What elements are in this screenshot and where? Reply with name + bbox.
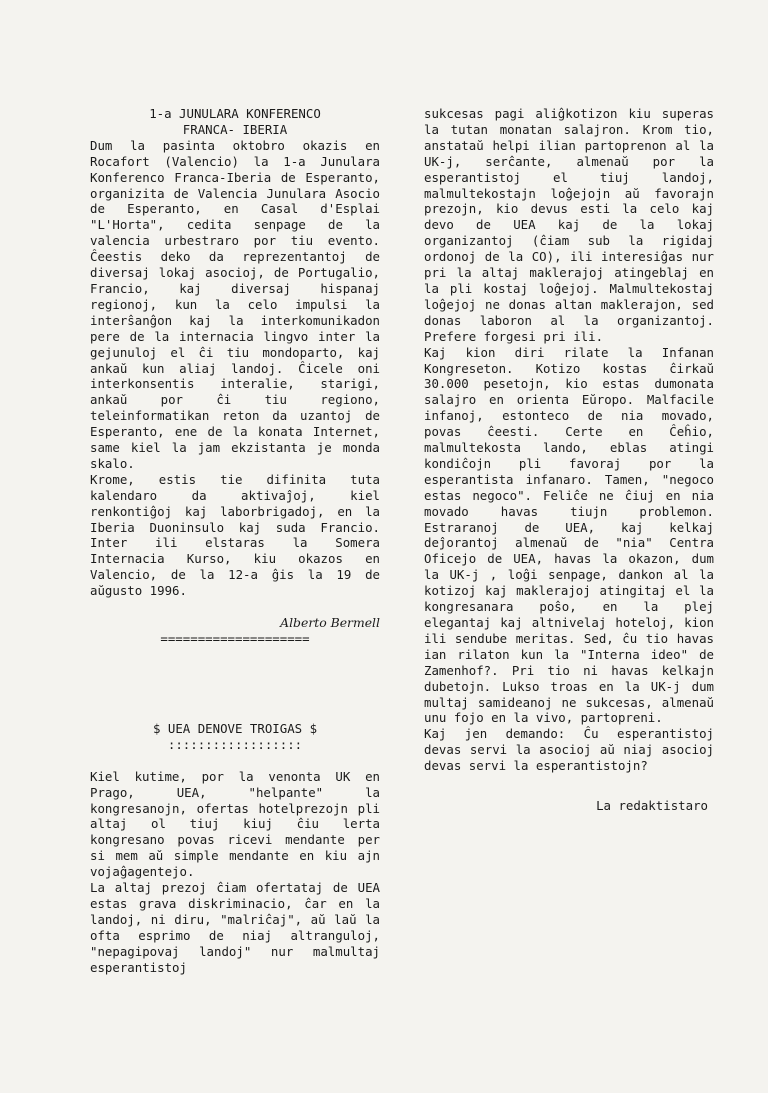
article-paragraph: Kiel kutime, por la venonta UK en Prago, UEA, "helpante" la kongresanojn, ofertas hotelprezojn pli altaj ol tiuj kiuj ĉiu lerta kongresano povas ricevi mendante per si mem aŭ simple mendante en kiu ajn vojaĝagentejo. bbox=[90, 768, 380, 880]
article-paragraph: Kaj jen demando: Ĉu esperantistoj devas servi la asocioj aŭ niaj asocioj devas servi la esperantistojn? bbox=[424, 726, 714, 774]
editorial-signature: La redaktistaro bbox=[596, 798, 708, 814]
article-title-line-2: FRANCA- IBERIA bbox=[182, 121, 288, 137]
right-column bbox=[424, 106, 714, 814]
article-2-title-underline: :::::::::::::::::: bbox=[167, 736, 303, 752]
left-column bbox=[90, 106, 380, 976]
article-paragraph: La altaj prezoj ĉiam ofertataj de UEA estas grava diskriminacio, ĉar en la landoj, ni diru, "malriĉaj", aŭ laŭ la ofta esprimo de niaj altranguloj, "nepagipovaj landoj" nur malmultaj esperantistoj bbox=[90, 880, 380, 975]
article-title-line-1: 1-a JUNULARA KONFERENCO bbox=[149, 106, 321, 121]
article-paragraph: Dum la pasinta oktobro okazis en Rocafort (Valencio) la 1-a Junulara Konferenco Franca-Iberia de Esperanto, organizita de Valencia Junulara Asocio de Esperanto, en Casal d'Esplai "L'Horta", cedita senpage de la valencia urbestraro por tiu evento. Ĉeestis deko da reprezentantoj de diversaj lokaj asocioj, de Portugalio, Francio, kaj diversaj hispanaj regionoj, kun la celo impulsi la interŝanĝon kaj la interkomunikadon pere de la internacia lingvo inter la gejunuloj el ĉi tiu mondoparto, kaj ankaŭ kun aliaj landoj. Ĉicele oni interkonsentis interalie, starigi, ankaŭ por ĉi tiu regiono, teleinformatikan reton da uzantoj de Esperanto, ene de la konata Internet, same kiel la jam ekzistanta je monda skalo. bbox=[90, 137, 380, 471]
article-paragraph: Kaj kion diri rilate la Infanan Kongreseton. Kotizo kostas ĉirkaŭ 30.000 pesetojn, kio estas dumonata salajro en orienta Eŭropo. Malfacile infanoj, estonteco de nia movado, povas ĉeesti. Certe en Ĉeĥio, malmultekosta lando, eblas atingi kondiĉojn pli favoraj por la esperantista infanaro. Tamen, "negoco estas negoco". Feliĉe ne ĉiuj en nia movado havas tiujn problemon. Estraranoj de UEA, kaj kelkaj deĵorantoj almenaŭ de "nia" Centra Oficejo de UEA, havas la okazon, dum la UK-j , loĝi senpage, dankon al la kotizoj kaj maklerajoj atingitaj el la kongresanara poŝo, en la plej elegantaj kaj altnivelaj hoteloj, kion ili sendube meritas. Sed, ĉu tio havas ian rilaton kun la "Interna ideo" de Zamenhof?. Pri tio ni havas kelkajn dubetojn. Lukso troas en la UK-j dum multaj samideanoj ne sukcesas, almenaŭ unu fojo en la vivo, partopreni. bbox=[424, 344, 714, 726]
separator-rule: ==================== bbox=[160, 631, 310, 646]
article-signature: Alberto Bermell bbox=[280, 615, 380, 631]
article-paragraph: sukcesas pagi aliĝkotizon kiu superas la tutan monatan salajron. Krom tio, anstataŭ helpi ilian partoprenon al la UK-j, serĉante, almenaŭ por la esperantistoj el tiuj landoj, malmultekostajn loĝejojn aŭ favorajn prezojn, kio devus esti la celo kaj devo de UEA kaj de la lokaj organizantoj (ĉiam sub la rigidaj ordonoj de la CO), ili interesiĝas nur pri la altaj maklerajoj atingeblaj en la pli kostaj loĝejoj. Malmultekostaj loĝejoj ne donas altan maklerajon, sed donas laboron al la organizantoj. Prefere forgesi pri ili. bbox=[424, 106, 714, 344]
article-paragraph: Krome, estis tie difinita tuta kalendaro da aktivaĵoj, kiel renkontiĝoj kaj laborbrigadoj, en la Iberia Duoninsulo kaj suda Francio. Inter ili elstaras la Somera Internacia Kurso, kiu okazos en Valencio, de la 12-a ĝis la 19 de aŭgusto 1996. bbox=[90, 471, 380, 599]
article-2-title: $ UEA DENOVE TROIGAS $ bbox=[152, 720, 318, 736]
